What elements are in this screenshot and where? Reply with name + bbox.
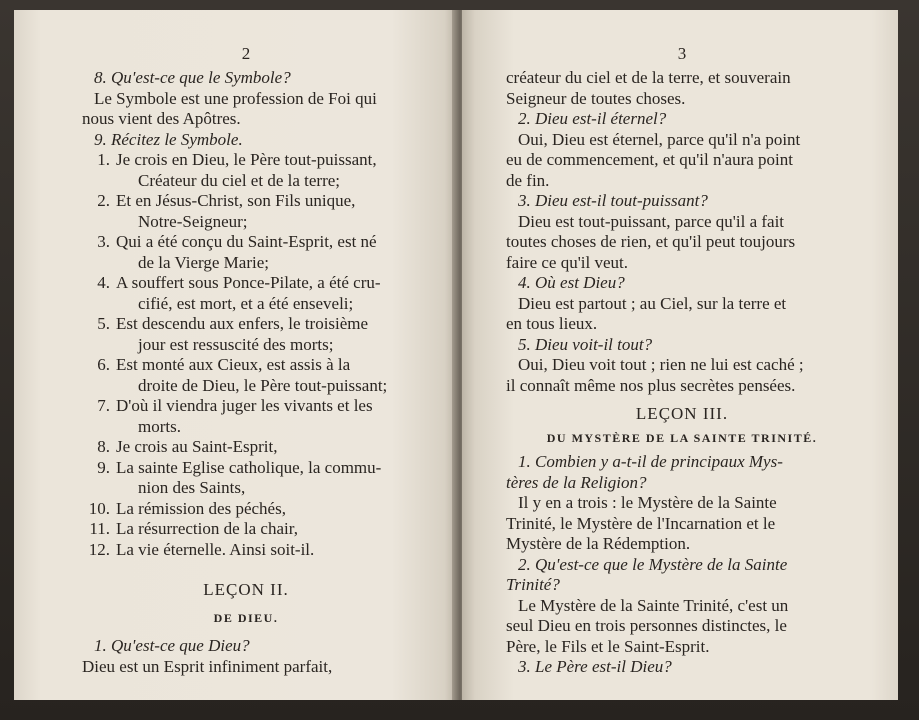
text-line: en tous lieux. [506,314,598,333]
creed-item-number: 9. [97,457,110,477]
creed-item-text: Qui a été conçu du Saint-Esprit, est né [116,232,377,251]
text-line: il connaît même nos plus secrètes pensées. [506,375,796,395]
creed-item-number [82,417,116,438]
creed-item [82,437,410,458]
creed-item-text: D'où il viendra juger les vivants et les [116,396,373,415]
text-line: Oui, Dieu est éternel, parce qu'il n'a point [518,129,801,149]
creed-item [82,253,410,274]
creed-item-text: Et en Jésus-Christ, son Fils unique, [116,191,356,210]
creed-item-number: 11. [89,519,110,538]
creed-item-number: 3. [97,232,110,251]
creed-item [82,150,410,171]
creed-item-number: 6. [97,355,110,374]
lesson-title: LEÇON II. [203,580,289,599]
creed-item-number [82,376,116,397]
creed-item-text: de la Vierge Marie; [138,252,269,272]
creed-item-text: Notre-Seigneur; [138,211,248,231]
creed-item-text: morts. [138,416,181,436]
creed-item-number [82,253,116,274]
creed-item-text: Je crois au Saint-Esprit, [116,437,278,456]
creed-item [82,540,410,561]
creed-item-number: 1. [97,150,110,169]
creed-item-text: La résurrection de la chair, [116,519,298,538]
text-block-bottom [506,452,858,678]
creed-item-text: Est monté aux Cieux, est assis à la [116,355,351,374]
text-line: 4. Où est Dieu? [518,273,625,292]
creed-item [82,171,410,192]
lesson-subtitle: DE DIEU. [213,611,279,625]
creed-item-number [82,171,116,192]
creed-item [82,417,410,438]
creed-item-text: La sainte Eglise catholique, la commu- [116,457,382,477]
text-line: Dieu est partout ; au Ciel, sur la terre et [518,293,787,313]
creed-item [82,191,410,212]
creed-item-text: droite de Dieu, le Père tout-puissant; [138,375,388,395]
creed-item [82,376,410,397]
text-line: Trinité, le Mystère de l'Incarnation et le [506,513,776,533]
creed-item-number: 7. [97,396,110,415]
creed-item-text: cifié, est mort, et a été enseveli; [138,293,354,313]
text-line: 1. Combien y a-t-il de principaux Mys- [518,452,783,471]
creed-item-number: 12. [88,539,110,559]
creed-item [82,499,410,520]
text-line: eu de commencement, et qu'il n'aura point [506,150,793,169]
creed-item [82,519,410,540]
creed-item-number [82,212,116,233]
page-number: 2 [241,44,251,63]
creed-item [82,458,410,479]
text-line: 2. Dieu est-il éternel? [518,109,667,128]
text-line: 3. Dieu est-il tout-puissant? [518,191,708,210]
creed-item [82,478,410,499]
creed-item [82,314,410,335]
text-line: Dieu est tout-puissant, parce qu'il a fait [518,211,785,231]
text-line: de fin. [506,170,550,190]
creed-item-number: 8. [97,437,110,456]
text-line: toutes choses de rien, et qu'il peut toujours [506,232,796,251]
creed-item-text: La vie éternelle. Ainsi soit-il. [116,539,315,559]
creed-item-number [82,335,116,356]
text-line: Le Mystère de la Sainte Trinité, c'est un [518,595,789,615]
creed-item [82,232,410,253]
text-line: 1. Qu'est-ce que Dieu? [94,636,250,655]
page-number: 3 [677,44,687,63]
text-line: faire ce qu'il veut. [506,252,629,272]
lesson-subtitle: DU MYSTÈRE DE LA SAINTE TRINITÉ. [546,431,818,445]
creed-item [82,212,410,233]
creed-item [82,396,410,417]
text-line: 5. Dieu voit-il tout? [518,334,653,354]
creed-item-text: La rémission des péchés, [116,498,286,518]
creed-item-number [82,478,116,499]
creed-item-text: A souffert sous Ponce-Pilate, a été cru- [116,273,381,292]
text-line: Seigneur de toutes choses. [506,88,686,108]
text-line: Mystère de la Rédemption. [506,534,691,553]
creed-item-text: Créateur du ciel et de la terre; [138,170,340,190]
text-line: 3. Le Père est-il Dieu? [518,657,672,676]
text-line: seul Dieu en trois personnes distinctes, le [506,616,787,635]
text-line: tères de la Religion? [506,472,647,492]
creed-item [82,294,410,315]
creed-item-number: 2. [97,191,110,210]
creed-item [82,335,410,356]
creed-item-number: 10. [88,498,110,518]
lesson-title: LEÇON III. [635,404,729,423]
text-line: 2. Qu'est-ce que le Mystère de la Sainte [518,554,788,574]
right-page [462,10,898,700]
creed-item-text: Je crois en Dieu, le Père tout-puissant, [116,150,377,169]
creed-item-number: 5. [97,314,110,333]
creed-item-text: jour est ressuscité des morts; [138,334,334,354]
creed-item [82,355,410,376]
creed-item-number [82,294,116,315]
text-line: 9. Récitez le Symbole. [94,129,243,149]
creed-item-text: Est descendu aux enfers, le troisième [116,314,369,333]
creed-item-text: nion des Saints, [138,478,246,497]
text-line: créateur du ciel et de la terre, et souverain [506,68,791,87]
creed-item-number: 4. [97,273,110,292]
text-line: Trinité? [506,575,560,594]
text-line: 8. Qu'est-ce que le Symbole? [94,68,291,87]
text-block-bottom [82,636,410,677]
left-page [14,10,458,700]
text-line: Oui, Dieu voit tout ; rien ne lui est caché ; [518,355,804,374]
text-line: Il y en a trois : le Mystère de la Sainte [518,493,777,512]
text-block-top [82,68,410,150]
creed-list [82,150,410,560]
text-line: Père, le Fils et le Saint-Esprit. [506,636,710,656]
creed-item [82,273,410,294]
text-line: nous vient des Apôtres. [82,109,241,128]
text-block-top [506,68,858,396]
text-line: Dieu est un Esprit infiniment parfait, [82,656,333,676]
text-line: Le Symbole est une profession de Foi qui [94,88,377,108]
